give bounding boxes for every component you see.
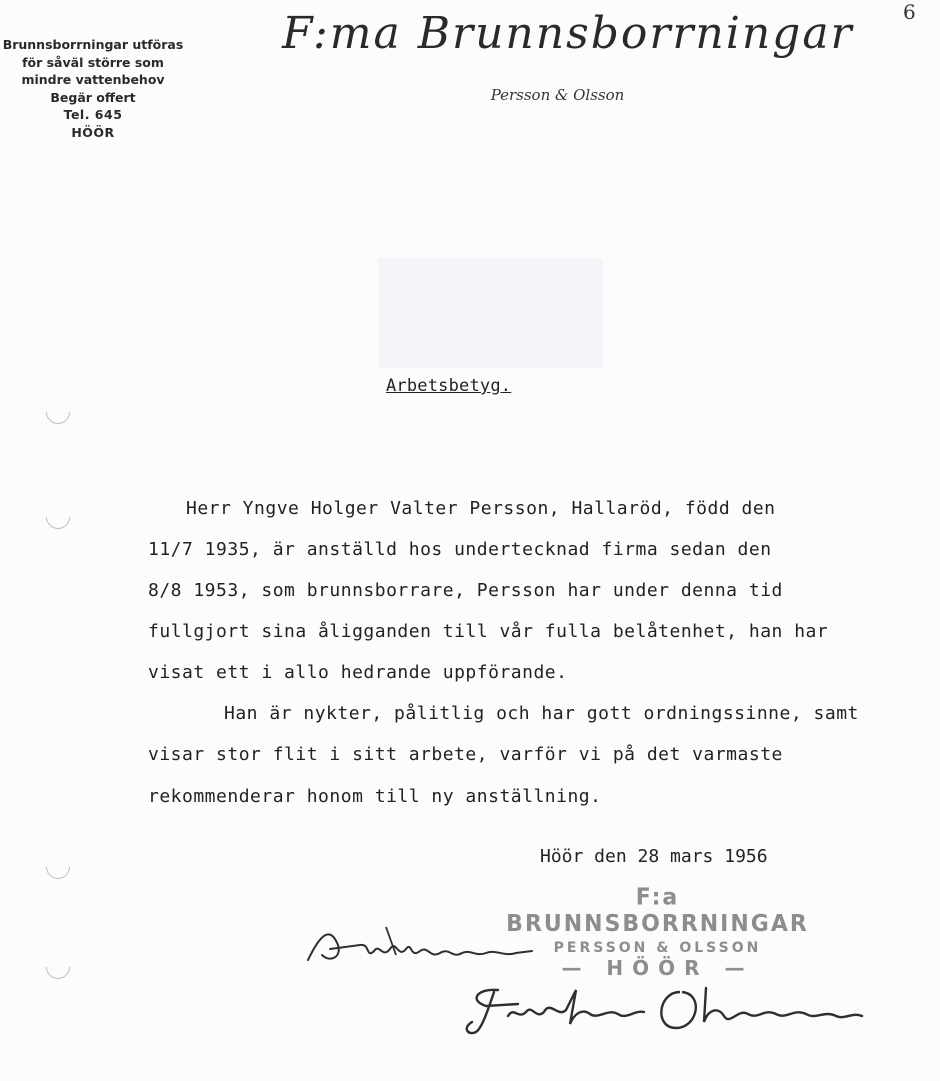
body-line: Herr Yngve Holger Valter Persson, Hallaröd, född den bbox=[186, 498, 776, 519]
signature-andersson bbox=[300, 915, 540, 975]
side-info-line: HÖÖR bbox=[71, 124, 115, 140]
side-info-line: Tel. 645 bbox=[63, 107, 123, 123]
side-info-line: Brunnsborrningar utföras bbox=[2, 37, 184, 52]
body-line: 11/7 1935, är anställd hos undertecknad firma sedan den bbox=[148, 539, 772, 560]
punch-hole bbox=[41, 850, 75, 884]
signature-gustav-olsson bbox=[458, 970, 868, 1060]
body-line: 8/8 1953, som brunnsborrare, Persson har under denna tid bbox=[148, 580, 783, 601]
paper-smudge bbox=[378, 258, 603, 368]
body-line: rekommenderar honom till ny anställning. bbox=[148, 786, 602, 807]
company-subtitle: Persson & Olsson bbox=[490, 86, 625, 104]
side-info-line: för såväl större som bbox=[22, 54, 164, 70]
body-line: visar stor flit i sitt arbete, varför vi på det varmaste bbox=[148, 744, 783, 765]
side-info-line: Begär offert bbox=[50, 89, 136, 105]
page-number: 6 bbox=[903, 0, 916, 24]
date-line: Höör den 28 mars 1956 bbox=[540, 846, 768, 867]
letterhead-side-info bbox=[0, 36, 186, 142]
stamp-line: — HÖÖR — bbox=[561, 956, 754, 980]
stamp-line: PERSSON & OLSSON bbox=[553, 940, 762, 956]
body-line: fullgjort sina åligganden till vår fulla belåtenhet, han har bbox=[148, 621, 829, 642]
punch-hole bbox=[41, 950, 75, 984]
stamp-line: F:a BRUNNSBORRNINGAR bbox=[506, 884, 809, 938]
document-title: Arbetsbetyg. bbox=[386, 376, 512, 396]
body-line: Han är nykter, pålitlig och har gott ordningssinne, samt bbox=[224, 703, 859, 724]
body-line: visat ett i allo hedrande uppförande. bbox=[148, 662, 568, 683]
company-stamp bbox=[500, 886, 815, 980]
punch-hole bbox=[41, 500, 75, 534]
side-info-line: mindre vattenbehov bbox=[21, 72, 165, 88]
punch-hole bbox=[41, 395, 75, 429]
company-name: F:ma Brunnsborrningar bbox=[282, 8, 854, 59]
